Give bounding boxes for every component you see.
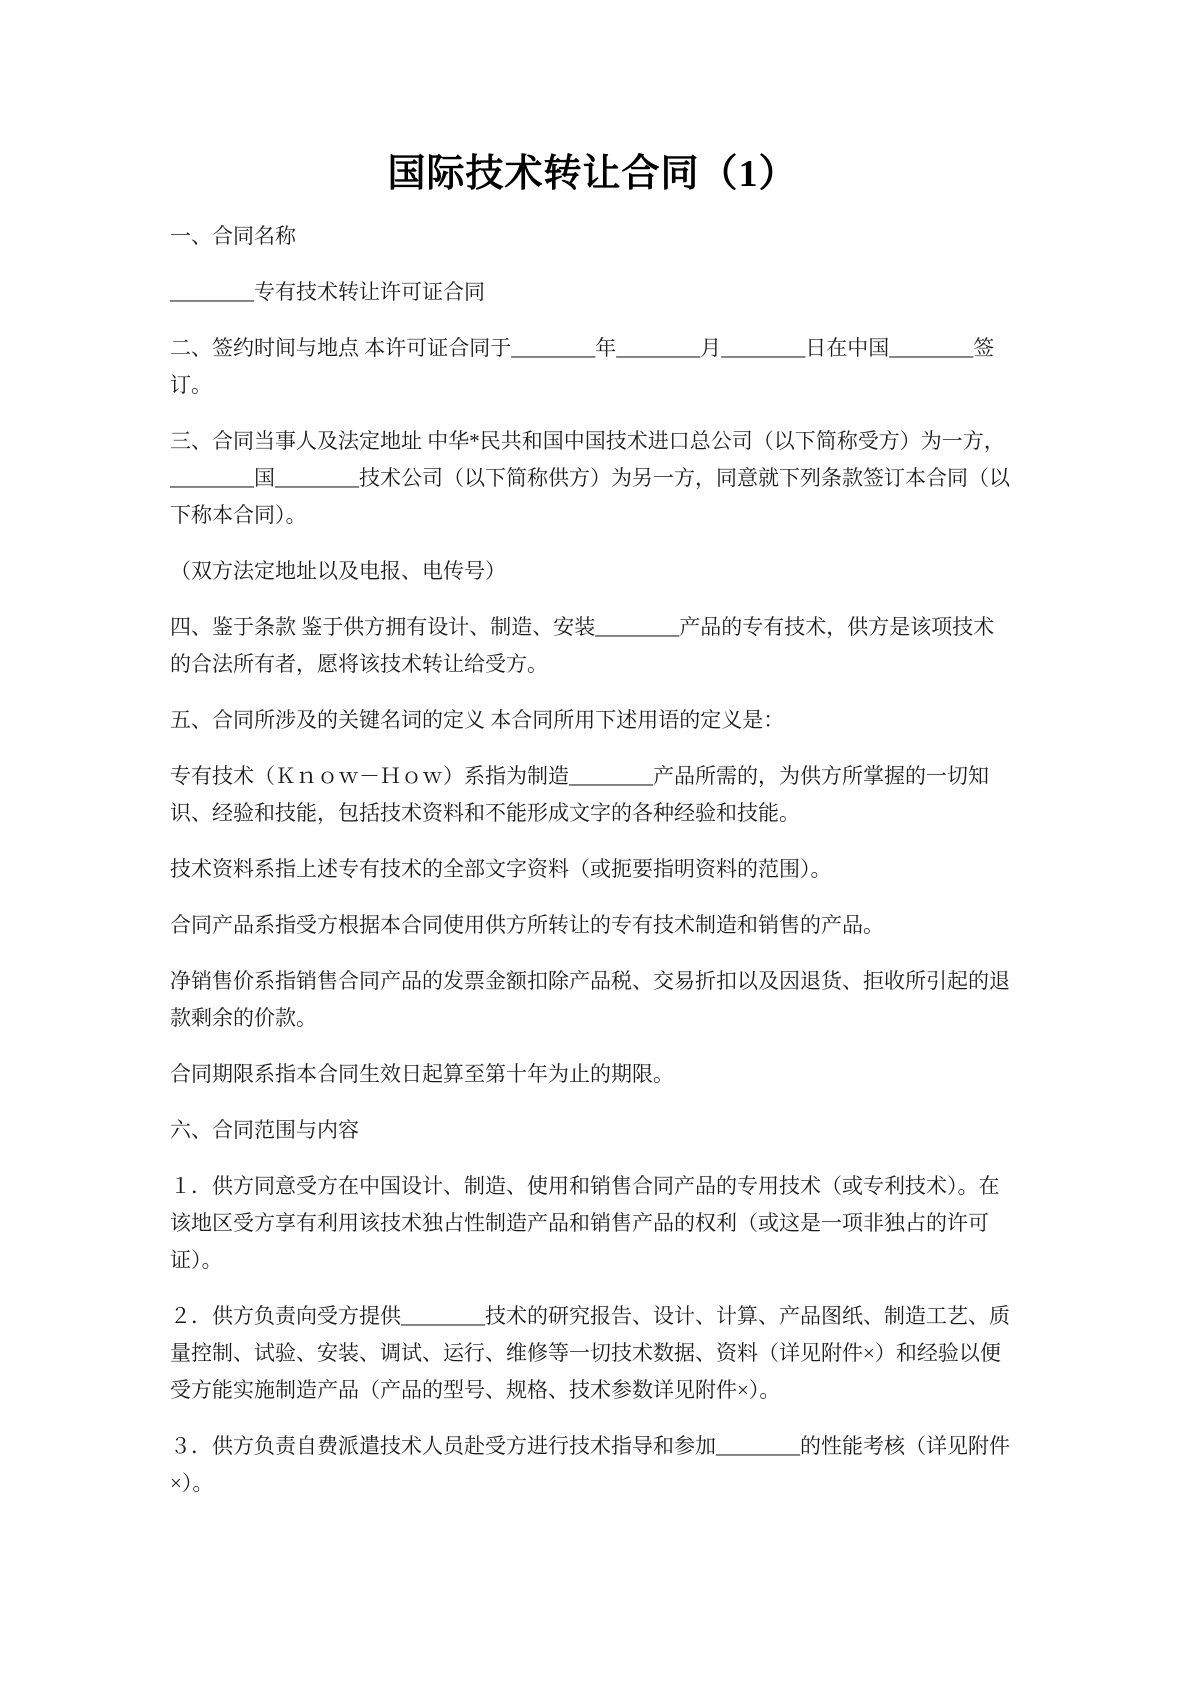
document-title: 国际技术转让合同（1） — [387, 153, 798, 195]
definition-technical-data: 技术资料系指上述专有技术的全部文字资料（或扼要指明资料的范围）。 — [170, 857, 832, 881]
section-3-parties: 三、合同当事人及法定地址 中华*民共和国中国技术进口总公司（以下简称受方）为一方，________国________技术公司（以下简称供方）为另一方，同意就下列条款签订本合同（以下称本合同）。 — [170, 429, 1010, 527]
definition-contract-term: 合同期限系指本合同生效日起算至第十年为止的期限。 — [170, 1062, 674, 1086]
section-2-signing-time: 二、签约时间与地点 本许可证合同于________年________月________日在中国________签订。 — [170, 336, 995, 397]
definition-contract-product: 合同产品系指受方根据本合同使用供方所转让的专有技术制造和销售的产品。 — [170, 913, 884, 937]
scope-item-3: ３．供方负责自费派遣技术人员赴受方进行技术指导和参加________的性能考核（详见附件×）。 — [170, 1434, 1010, 1495]
section-5-definitions: 五、合同所涉及的关键名词的定义 本合同所用下述用语的定义是： — [170, 708, 785, 732]
contract-name-blank-line: ________专有技术转让许可证合同 — [170, 280, 485, 304]
scope-item-1: １．供方同意受方在中国设计、制造、使用和销售合同产品的专用技术（或专利技术）。在该地区受方享有利用该技术独占性制造产品和销售产品的权利（或这是一项非独占的许可证）。 — [170, 1174, 1000, 1272]
section-1-heading: 一、合同名称 — [170, 224, 296, 248]
definition-net-selling-price: 净销售价系指销售合同产品的发票金额扣除产品税、交易折扣以及因退货、拒收所引起的退款剩余的价款。 — [170, 969, 1010, 1030]
scope-item-2: ２．供方负责向受方提供________技术的研究报告、设计、计算、产品图纸、制造工艺、质量控制、试验、安装、调试、运行、维修等一切技术数据、资料（详见附件×）和经验以便受方能实施制造产品（产品的型号、规格、技术参数详见附件×）。 — [170, 1304, 1010, 1402]
parties-address-note: （双方法定地址以及电报、电传号） — [170, 559, 506, 583]
section-6-scope-heading: 六、合同范围与内容 — [170, 1118, 359, 1142]
definition-know-how: 专有技术（Ｋｎｏｗ－Ｈｏｗ）系指为制造________产品所需的，为供方所掌握的一切知识、经验和技能，包括技术资料和不能形成文字的各种经验和技能。 — [170, 764, 989, 825]
section-4-whereas: 四、鉴于条款 鉴于供方拥有设计、制造、安装________产品的专有技术，供方是该项技术的合法所有者，愿将该技术转让给受方。 — [170, 615, 995, 676]
